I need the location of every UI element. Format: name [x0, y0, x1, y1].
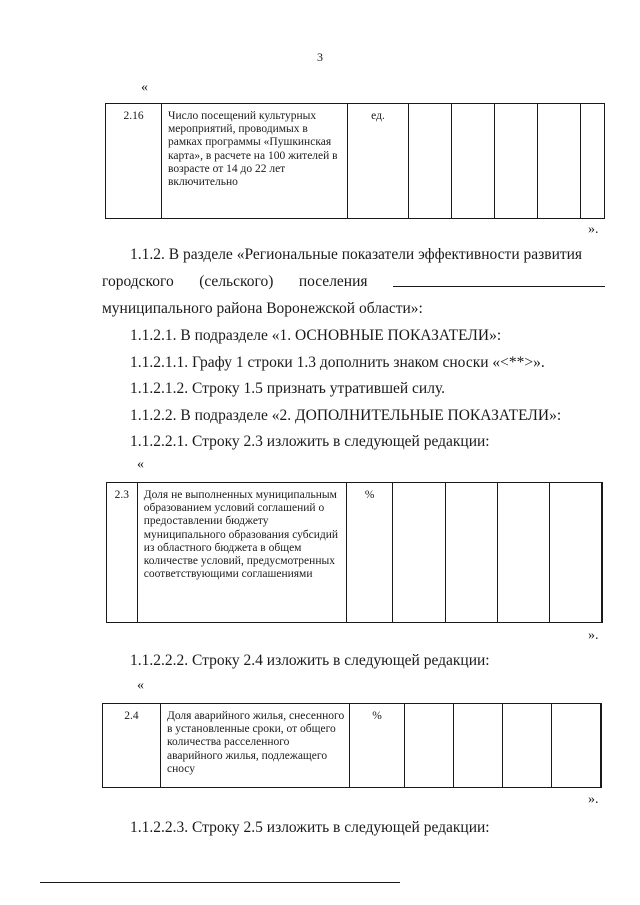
word-urban: городского — [102, 273, 174, 290]
page-number: 3 — [317, 50, 323, 64]
paragraph-1-1-2-2-2: 1.1.2.2.2. Строку 2.4 изложить в следующей редакции: — [130, 652, 490, 669]
row-number: 2.16 — [106, 104, 162, 219]
row-description: Доля аварийного жилья, снесенного в установленные сроки, от общего количества расселенного аварийного жилья, подлежащего сносу — [160, 704, 349, 788]
value-cell — [454, 704, 503, 788]
blank-fill-line — [393, 272, 605, 287]
value-cell — [393, 483, 445, 623]
value-cell — [445, 483, 497, 623]
paragraph-1-1-2-2-1: 1.1.2.2.1. Строку 2.3 изложить в следующей редакции: — [130, 433, 490, 450]
row-description: Число посещений культурных мероприятий, проводимых в рамках программы «Пушкинская карта», в расчете на 100 жителей в возрасте от 14 до 22 лет включительно — [162, 104, 348, 219]
value-cell — [602, 483, 603, 623]
value-cell — [503, 704, 552, 788]
indicator-table-2-4 — [102, 703, 602, 788]
paragraph-1-1-2-2: 1.1.2.2. В подразделе «2. ДОПОЛНИТЕЛЬНЫЕ ПОКАЗАТЕЛИ»: — [130, 407, 562, 424]
paragraph-1-1-2-1: 1.1.2.1. В подразделе «1. ОСНОВНЫЕ ПОКАЗАТЕЛИ»: — [130, 327, 502, 344]
indicator-table-2-16 — [105, 103, 605, 219]
close-quote: ». — [588, 222, 599, 237]
paragraph-1-1-2-line-3: муниципального района Воронежской области»: — [102, 300, 423, 317]
value-cell — [405, 704, 454, 788]
close-quote: ». — [588, 792, 599, 807]
open-quote: « — [137, 678, 144, 693]
indicator-table-2-3 — [106, 482, 603, 623]
word-settlement: поселения — [298, 273, 368, 290]
open-quote: « — [141, 80, 148, 95]
row-unit: ед. — [348, 104, 409, 219]
paragraph-1-1-2-line-1: 1.1.2. В разделе «Региональные показатели эффективности развития — [130, 246, 583, 263]
close-quote: ». — [588, 628, 599, 643]
row-description: Доля не выполненных муниципальным образованием условий соглашений о предоставлении бюджету муниципального образования субсидий из областного бюджета в общем количестве условий, предусмотренных соответствующими соглашениями — [137, 483, 346, 623]
value-cell — [495, 104, 538, 219]
value-cell — [497, 483, 549, 623]
paragraph-1-1-2-2-3: 1.1.2.2.3. Строку 2.5 изложить в следующей редакции: — [130, 819, 490, 836]
value-cell — [549, 483, 601, 623]
row-unit: % — [349, 704, 405, 788]
paragraph-1-1-2-1-1: 1.1.2.1.1. Графу 1 строки 1.3 дополнить знаком сноски «<**>». — [130, 354, 545, 371]
value-cell — [409, 104, 452, 219]
value-cell — [538, 104, 581, 219]
value-cell — [581, 104, 605, 219]
row-unit: % — [347, 483, 393, 623]
value-cell — [552, 704, 601, 788]
value-cell — [601, 704, 602, 788]
footer-rule — [40, 882, 400, 883]
word-rural: (сельского) — [199, 273, 274, 290]
paragraph-1-1-2-line-2 — [102, 272, 605, 292]
row-number: 2.4 — [103, 704, 161, 788]
value-cell — [452, 104, 495, 219]
row-number: 2.3 — [107, 483, 138, 623]
open-quote: « — [137, 457, 144, 472]
paragraph-1-1-2-1-2: 1.1.2.1.2. Строку 1.5 признать утратившей силу. — [130, 380, 446, 397]
